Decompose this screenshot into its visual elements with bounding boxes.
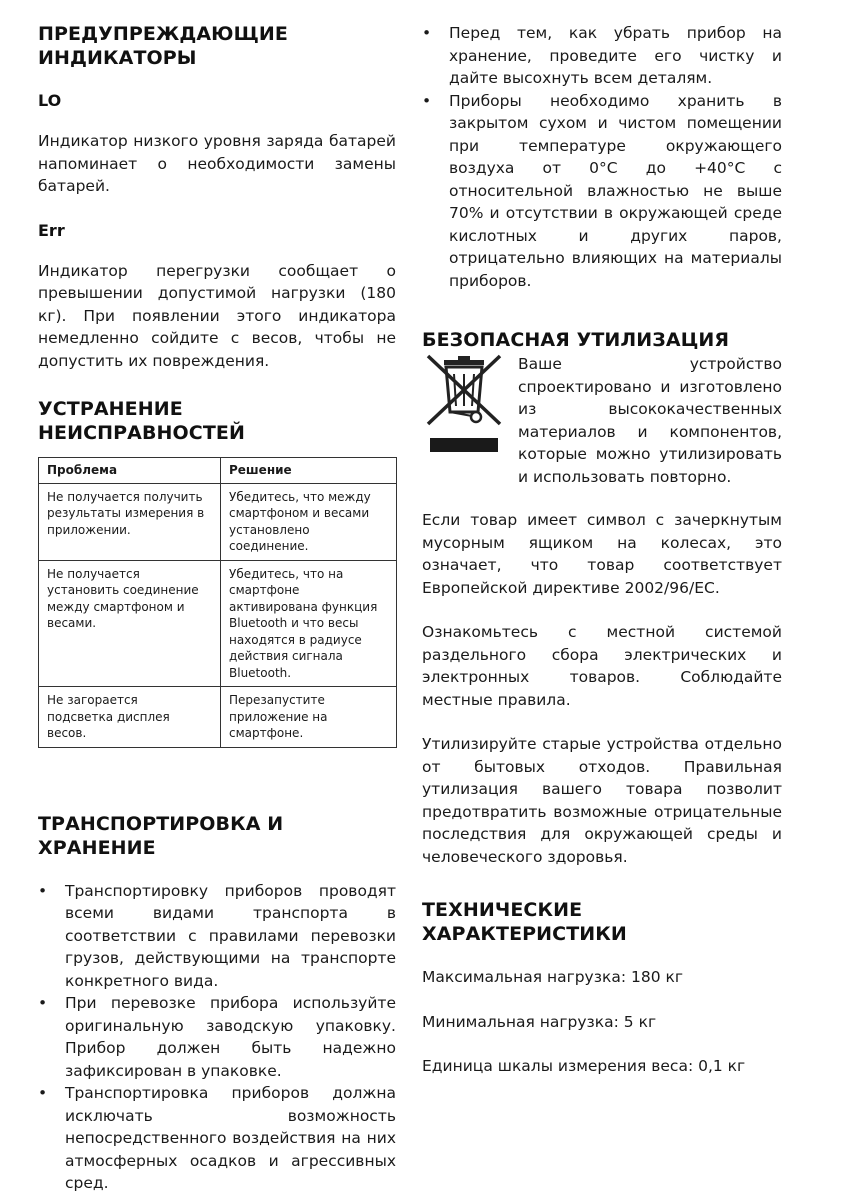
solution-cell: Убедитесь, что между смартфоном и весами установлено соединение. — [221, 483, 397, 560]
table-header-row — [39, 458, 397, 484]
spec-min-load: Минимальная нагрузка: 5 кг — [422, 1012, 657, 1031]
crossed-out-wheelie-bin-icon — [422, 354, 506, 454]
troubleshooting-table — [38, 457, 397, 748]
right-column — [422, 22, 782, 1078]
disposal-title: БЕЗОПАСНАЯ УТИЛИЗАЦИЯ — [422, 329, 730, 351]
problem-cell: Не получается получить результаты измерения в приложении. — [39, 483, 221, 560]
err-label: Err — [38, 220, 65, 240]
list-item: • Приборы необходимо хранить в закрытом сухом и чистом помещении при температуре окружающего воздуха от 0°С до +40°С с относительной влажностью не выше 70% и отсутствии в окружающей среде кислотных и других паров, отрицательно влияющих на материалы приборов. — [422, 91, 782, 290]
table-row — [39, 560, 397, 687]
err-text: Индикатор перегрузки сообщает о превышении допустимой нагрузки (180 кг). При появлении этого индикатора немедленно сойдите с весов, чтобы не допустить их повреждения. — [38, 261, 396, 370]
left-column — [38, 22, 396, 1195]
solution-cell: Убедитесь, что на смартфоне активирована функция Bluetooth и что весы находятся в радиусе действия сигнала Bluetooth. — [221, 560, 397, 687]
list-item: • При перевозке прибора используйте оригинальную заводскую упаковку. Прибор должен быть надежно зафиксирован в упаковке. — [38, 994, 396, 1080]
disposal-para-3: Утилизируйте старые устройства отдельно от бытовых отходов. Правильная утилизация вашего товара позволит предотвратить возможные отрицательные последствия для окружающей среды и человеческого здоровья. — [422, 735, 782, 866]
disposal-intro: Ваше устройство спроектировано и изготовлено из высококачественных материалов и компонентов, которые можно утилизировать и использовать повторно. — [518, 355, 782, 486]
disposal-para-2: Ознакомьтесь с местной системой раздельного сбора электрических и электронных товаров. Соблюдайте местные правила. — [422, 623, 782, 709]
troubleshooting-title: УСТРАНЕНИЕ НЕИСПРАВНОСТЕЙ — [38, 398, 245, 444]
list-item: • Транспортировка приборов должна исключать возможность непосредственного воздействия на них атмосферных осадков и агрессивных сред. — [38, 1084, 396, 1192]
problem-cell: Не загорается подсветка дисплея весов. — [39, 687, 221, 748]
column-header-problem: Проблема — [39, 458, 221, 484]
transport-title: ТРАНСПОРТИРОВКА И ХРАНЕНИЕ — [38, 812, 284, 859]
disposal-section — [422, 328, 782, 488]
specs-title: ТЕХНИЧЕСКИЕ ХАРАКТЕРИСТИКИ — [422, 899, 627, 945]
list-item: • Транспортировку приборов проводят всеми видами транспорта в соответствии с правилами перевозки грузов, действующими на транспорте конкретного вида. — [38, 881, 396, 990]
storage-list — [422, 22, 782, 292]
transport-list — [38, 880, 396, 1195]
warnings-title: ПРЕДУПРЕЖДАЮЩИЕ ИНДИКАТОРЫ — [38, 23, 288, 69]
table-row — [39, 483, 397, 560]
spec-max-load: Максимальная нагрузка: 180 кг — [422, 968, 684, 986]
lo-label: LO — [38, 91, 62, 110]
column-header-solution: Решение — [221, 458, 397, 484]
solution-cell: Перезапустите приложение на смартфоне. — [221, 687, 397, 748]
disposal-para-1: Если товар имеет символ с зачеркнутым мусорным ящиком на колесах, это означает, что товар соответствует Европейской директиве 2002/96/ЕС. — [422, 511, 782, 597]
lo-text: Индикатор низкого уровня заряда батарей напоминает о необходимости замены батарей. — [38, 132, 396, 195]
problem-cell: Не получается установить соединение между смартфоном и весами. — [39, 560, 221, 687]
table-row — [39, 687, 397, 748]
spec-scale-unit: Единица шкалы измерения веса: 0,1 кг — [422, 1057, 746, 1075]
list-item: • Перед тем, как убрать прибор на хранение, проведите его чистку и дайте высохнуть всем деталям. — [422, 24, 782, 87]
